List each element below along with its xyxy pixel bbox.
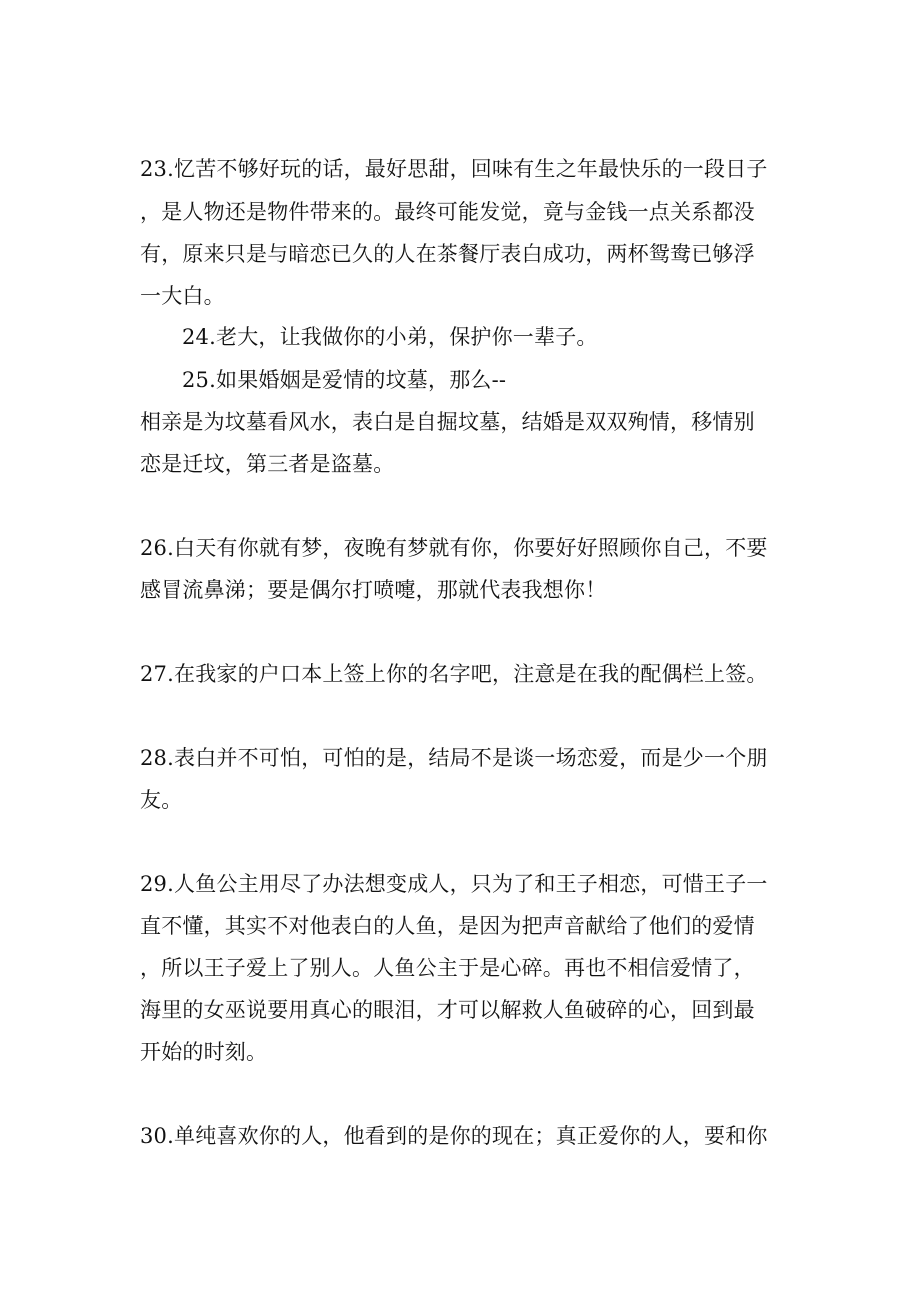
- text-line: 25.如果婚姻是爱情的坟墓，那么--: [182, 368, 507, 392]
- text-line: 感冒流鼻涕；要是偶尔打喷嚏，那就代表我想你！: [140, 578, 607, 602]
- text-line: 24.老大，让我做你的小弟，保护你一辈子。: [182, 325, 598, 349]
- text-line: 30.单纯喜欢你的人，他看到的是你的现在；真正爱你的人，要和你: [140, 1124, 768, 1148]
- text-line: 28.表白并不可怕，可怕的是，结局不是谈一场恋爱，而是少一个朋: [140, 746, 768, 770]
- text-line: 有，原来只是与暗恋已久的人在茶餐厅表白成功，两杯鸳鸯已够浮: [140, 242, 755, 266]
- text-line: 23.忆苦不够好玩的话，最好思甜，回味有生之年最快乐的一段日子: [140, 157, 768, 181]
- text-line: ，是人物还是物件带来的。最终可能发觉，竟与金钱一点关系都没: [140, 200, 755, 224]
- text-line: 开始的时刻。: [140, 1040, 268, 1064]
- text-line: ，所以王子爱上了别人。人鱼公主于是心碎。再也不相信爱情了，: [140, 956, 755, 980]
- text-line: 友。: [140, 788, 183, 812]
- text-line: 29.人鱼公主用尽了办法想变成人，只为了和王子相恋，可惜王子一: [140, 872, 768, 896]
- text-line: 一大白。: [140, 284, 225, 308]
- text-line: 26.白天有你就有梦，夜晚有梦就有你，你要好好照顾你自己，不要: [140, 536, 768, 560]
- text-line: 直不懂，其实不对他表白的人鱼，是因为把声音献给了他们的爱情: [140, 914, 755, 938]
- text-line: 海里的女巫说要用真心的眼泪，才可以解救人鱼破碎的心，回到最: [140, 998, 755, 1022]
- text-line: 恋是迁坟，第三者是盗墓。: [140, 452, 395, 476]
- text-line: 相亲是为坟墓看风水，表白是自掘坟墓，结婚是双双殉情，移情别: [140, 410, 755, 434]
- text-line: 27.在我家的户口本上签上你的名字吧，注意是在我的配偶栏上签。: [140, 662, 768, 686]
